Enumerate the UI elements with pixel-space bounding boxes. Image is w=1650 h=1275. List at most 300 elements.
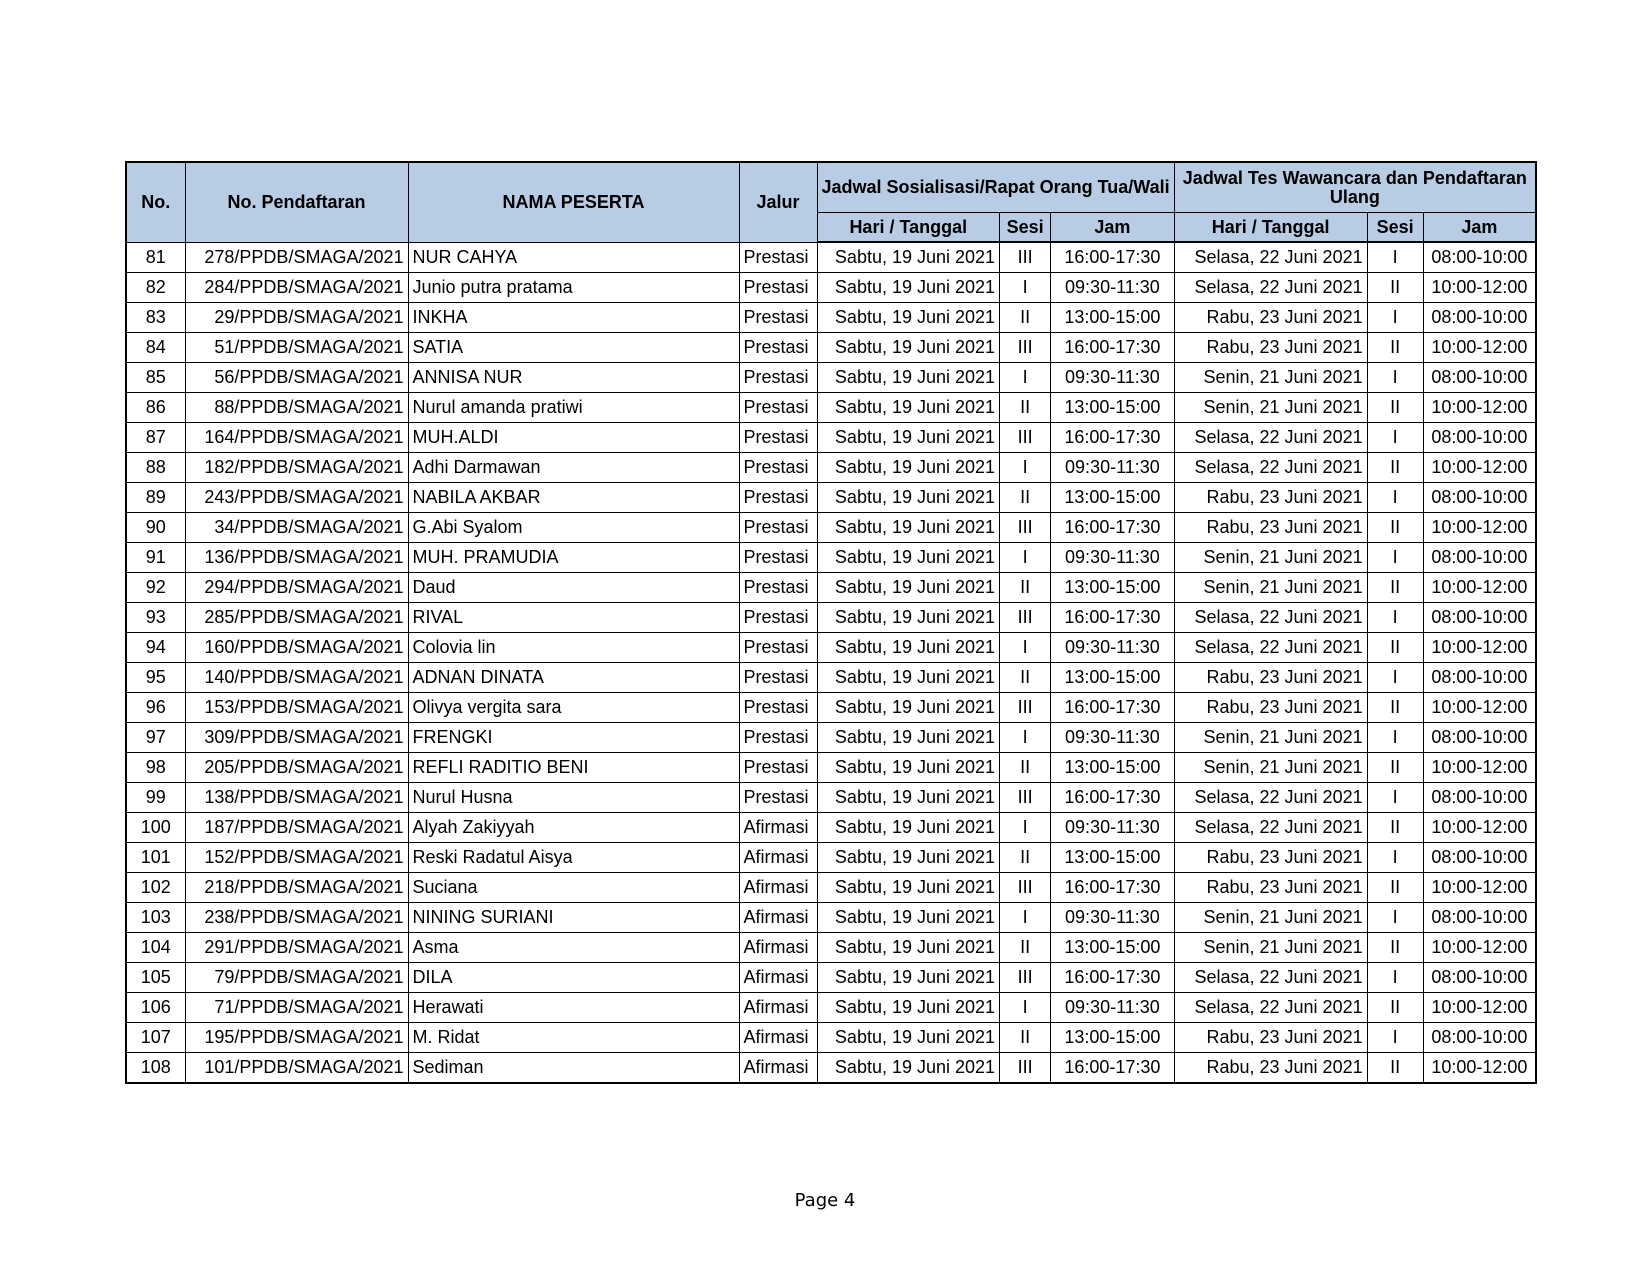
col-header-jalur: Jalur [739,162,817,242]
cell-nama-peserta: Olivya vergita sara [408,693,739,723]
cell-wawancara-jam: 10:00-12:00 [1423,993,1536,1023]
col-header-no-pendaftaran: No. Pendaftaran [185,162,408,242]
cell-sosialisasi-date: Sabtu, 19 Juni 2021 [817,303,1000,333]
cell-nama-peserta: NUR CAHYA [408,242,739,273]
cell-no: 82 [126,273,185,303]
cell-wawancara-date: Senin, 21 Juni 2021 [1174,363,1367,393]
cell-wawancara-sesi: II [1367,873,1423,903]
cell-no-pendaftaran: 160/PPDB/SMAGA/2021 [185,633,408,663]
group-header-wawancara: Jadwal Tes Wawancara dan Pendaftaran Ulang [1174,162,1536,213]
cell-sosialisasi-sesi: III [1000,423,1051,453]
cell-no: 108 [126,1053,185,1084]
cell-jalur: Prestasi [739,423,817,453]
cell-wawancara-sesi: II [1367,513,1423,543]
cell-no-pendaftaran: 153/PPDB/SMAGA/2021 [185,693,408,723]
cell-sosialisasi-jam: 16:00-17:30 [1051,693,1174,723]
cell-no: 83 [126,303,185,333]
cell-sosialisasi-sesi: I [1000,723,1051,753]
cell-sosialisasi-jam: 16:00-17:30 [1051,963,1174,993]
cell-sosialisasi-jam: 09:30-11:30 [1051,543,1174,573]
cell-wawancara-sesi: II [1367,573,1423,603]
cell-no-pendaftaran: 140/PPDB/SMAGA/2021 [185,663,408,693]
cell-wawancara-date: Senin, 21 Juni 2021 [1174,543,1367,573]
cell-wawancara-date: Senin, 21 Juni 2021 [1174,723,1367,753]
cell-sosialisasi-date: Sabtu, 19 Juni 2021 [817,483,1000,513]
cell-sosialisasi-date: Sabtu, 19 Juni 2021 [817,693,1000,723]
cell-no-pendaftaran: 243/PPDB/SMAGA/2021 [185,483,408,513]
cell-no: 106 [126,993,185,1023]
cell-sosialisasi-jam: 09:30-11:30 [1051,813,1174,843]
table-row [126,1053,1536,1084]
cell-nama-peserta: Junio putra pratama [408,273,739,303]
cell-nama-peserta: DILA [408,963,739,993]
cell-wawancara-date: Selasa, 22 Juni 2021 [1174,453,1367,483]
cell-sosialisasi-date: Sabtu, 19 Juni 2021 [817,573,1000,603]
cell-wawancara-jam: 08:00-10:00 [1423,783,1536,813]
cell-sosialisasi-sesi: III [1000,513,1051,543]
cell-sosialisasi-jam: 16:00-17:30 [1051,783,1174,813]
cell-sosialisasi-date: Sabtu, 19 Juni 2021 [817,423,1000,453]
cell-wawancara-sesi: II [1367,333,1423,363]
cell-no-pendaftaran: 195/PPDB/SMAGA/2021 [185,1023,408,1053]
cell-wawancara-sesi: I [1367,1023,1423,1053]
cell-sosialisasi-date: Sabtu, 19 Juni 2021 [817,843,1000,873]
cell-no-pendaftaran: 34/PPDB/SMAGA/2021 [185,513,408,543]
cell-sosialisasi-jam: 13:00-15:00 [1051,753,1174,783]
cell-nama-peserta: ADNAN DINATA [408,663,739,693]
cell-sosialisasi-jam: 09:30-11:30 [1051,993,1174,1023]
cell-jalur: Prestasi [739,453,817,483]
cell-wawancara-date: Rabu, 23 Juni 2021 [1174,663,1367,693]
cell-sosialisasi-jam: 16:00-17:30 [1051,873,1174,903]
table-row [126,963,1536,993]
cell-sosialisasi-sesi: III [1000,873,1051,903]
cell-no: 87 [126,423,185,453]
table-row [126,1023,1536,1053]
cell-nama-peserta: Suciana [408,873,739,903]
cell-wawancara-sesi: I [1367,483,1423,513]
cell-wawancara-jam: 10:00-12:00 [1423,393,1536,423]
table-row [126,303,1536,333]
cell-jalur: Prestasi [739,273,817,303]
cell-no-pendaftaran: 284/PPDB/SMAGA/2021 [185,273,408,303]
cell-no: 99 [126,783,185,813]
cell-no-pendaftaran: 88/PPDB/SMAGA/2021 [185,393,408,423]
cell-wawancara-jam: 08:00-10:00 [1423,963,1536,993]
cell-nama-peserta: G.Abi Syalom [408,513,739,543]
cell-wawancara-jam: 10:00-12:00 [1423,753,1536,783]
cell-no: 107 [126,1023,185,1053]
cell-sosialisasi-date: Sabtu, 19 Juni 2021 [817,393,1000,423]
col-header-wawancara-sesi: Sesi [1367,213,1423,243]
cell-no-pendaftaran: 79/PPDB/SMAGA/2021 [185,963,408,993]
table-row [126,453,1536,483]
cell-nama-peserta: Colovia lin [408,633,739,663]
cell-sosialisasi-sesi: III [1000,1053,1051,1084]
cell-sosialisasi-sesi: III [1000,963,1051,993]
cell-wawancara-date: Rabu, 23 Juni 2021 [1174,873,1367,903]
cell-wawancara-jam: 10:00-12:00 [1423,453,1536,483]
cell-wawancara-date: Rabu, 23 Juni 2021 [1174,333,1367,363]
cell-wawancara-sesi: I [1367,242,1423,273]
cell-wawancara-jam: 08:00-10:00 [1423,423,1536,453]
cell-no-pendaftaran: 285/PPDB/SMAGA/2021 [185,603,408,633]
cell-no-pendaftaran: 56/PPDB/SMAGA/2021 [185,363,408,393]
cell-wawancara-jam: 10:00-12:00 [1423,513,1536,543]
cell-sosialisasi-jam: 16:00-17:30 [1051,603,1174,633]
cell-no: 97 [126,723,185,753]
cell-wawancara-sesi: II [1367,273,1423,303]
cell-wawancara-sesi: I [1367,603,1423,633]
cell-no-pendaftaran: 238/PPDB/SMAGA/2021 [185,903,408,933]
cell-wawancara-sesi: I [1367,783,1423,813]
cell-sosialisasi-sesi: II [1000,933,1051,963]
cell-sosialisasi-sesi: II [1000,573,1051,603]
table-row [126,813,1536,843]
cell-wawancara-date: Senin, 21 Juni 2021 [1174,903,1367,933]
table-row [126,783,1536,813]
cell-wawancara-jam: 10:00-12:00 [1423,1053,1536,1084]
cell-sosialisasi-sesi: II [1000,303,1051,333]
cell-wawancara-jam: 10:00-12:00 [1423,933,1536,963]
cell-sosialisasi-jam: 16:00-17:30 [1051,242,1174,273]
cell-sosialisasi-jam: 13:00-15:00 [1051,843,1174,873]
cell-wawancara-date: Selasa, 22 Juni 2021 [1174,423,1367,453]
cell-wawancara-jam: 08:00-10:00 [1423,483,1536,513]
cell-sosialisasi-sesi: I [1000,453,1051,483]
cell-sosialisasi-jam: 16:00-17:30 [1051,333,1174,363]
cell-wawancara-date: Senin, 21 Juni 2021 [1174,753,1367,783]
cell-wawancara-date: Selasa, 22 Juni 2021 [1174,963,1367,993]
cell-wawancara-sesi: II [1367,993,1423,1023]
cell-sosialisasi-date: Sabtu, 19 Juni 2021 [817,933,1000,963]
cell-sosialisasi-jam: 09:30-11:30 [1051,723,1174,753]
cell-nama-peserta: Adhi Darmawan [408,453,739,483]
cell-wawancara-jam: 08:00-10:00 [1423,1023,1536,1053]
cell-sosialisasi-date: Sabtu, 19 Juni 2021 [817,242,1000,273]
cell-jalur: Afirmasi [739,1053,817,1084]
cell-no-pendaftaran: 294/PPDB/SMAGA/2021 [185,573,408,603]
cell-sosialisasi-jam: 13:00-15:00 [1051,1023,1174,1053]
table-row [126,363,1536,393]
cell-sosialisasi-sesi: II [1000,393,1051,423]
cell-sosialisasi-date: Sabtu, 19 Juni 2021 [817,633,1000,663]
cell-wawancara-date: Senin, 21 Juni 2021 [1174,573,1367,603]
cell-sosialisasi-date: Sabtu, 19 Juni 2021 [817,873,1000,903]
cell-wawancara-date: Rabu, 23 Juni 2021 [1174,693,1367,723]
cell-sosialisasi-date: Sabtu, 19 Juni 2021 [817,1053,1000,1084]
cell-jalur: Afirmasi [739,873,817,903]
cell-sosialisasi-jam: 09:30-11:30 [1051,273,1174,303]
header-row-top [126,162,1536,213]
cell-no: 91 [126,543,185,573]
cell-jalur: Prestasi [739,513,817,543]
cell-sosialisasi-date: Sabtu, 19 Juni 2021 [817,453,1000,483]
cell-wawancara-date: Selasa, 22 Juni 2021 [1174,242,1367,273]
cell-nama-peserta: Nurul amanda pratiwi [408,393,739,423]
cell-sosialisasi-sesi: I [1000,273,1051,303]
cell-sosialisasi-sesi: I [1000,813,1051,843]
cell-sosialisasi-sesi: III [1000,242,1051,273]
cell-wawancara-date: Rabu, 23 Juni 2021 [1174,1053,1367,1084]
cell-jalur: Afirmasi [739,1023,817,1053]
table-row [126,753,1536,783]
cell-sosialisasi-jam: 13:00-15:00 [1051,393,1174,423]
table-row [126,483,1536,513]
table-row [126,903,1536,933]
cell-sosialisasi-date: Sabtu, 19 Juni 2021 [817,993,1000,1023]
cell-sosialisasi-jam: 09:30-11:30 [1051,363,1174,393]
cell-sosialisasi-jam: 13:00-15:00 [1051,573,1174,603]
cell-no: 104 [126,933,185,963]
cell-nama-peserta: RIVAL [408,603,739,633]
cell-wawancara-jam: 08:00-10:00 [1423,663,1536,693]
cell-wawancara-date: Rabu, 23 Juni 2021 [1174,1023,1367,1053]
cell-wawancara-jam: 08:00-10:00 [1423,843,1536,873]
cell-jalur: Prestasi [739,363,817,393]
cell-wawancara-sesi: II [1367,693,1423,723]
cell-wawancara-date: Selasa, 22 Juni 2021 [1174,603,1367,633]
cell-no: 100 [126,813,185,843]
cell-no: 105 [126,963,185,993]
cell-sosialisasi-sesi: III [1000,603,1051,633]
group-header-sosialisasi: Jadwal Sosialisasi/Rapat Orang Tua/Wali [817,162,1174,213]
cell-jalur: Prestasi [739,393,817,423]
cell-sosialisasi-date: Sabtu, 19 Juni 2021 [817,723,1000,753]
table-row [126,543,1536,573]
cell-wawancara-date: Senin, 21 Juni 2021 [1174,933,1367,963]
cell-sosialisasi-sesi: I [1000,363,1051,393]
cell-wawancara-jam: 08:00-10:00 [1423,723,1536,753]
cell-nama-peserta: NINING SURIANI [408,903,739,933]
cell-no-pendaftaran: 152/PPDB/SMAGA/2021 [185,843,408,873]
table-row [126,633,1536,663]
cell-jalur: Prestasi [739,333,817,363]
table-body [126,242,1536,1083]
cell-wawancara-jam: 08:00-10:00 [1423,543,1536,573]
cell-nama-peserta: INKHA [408,303,739,333]
cell-nama-peserta: Reski Radatul Aisya [408,843,739,873]
cell-wawancara-sesi: II [1367,813,1423,843]
table-row [126,513,1536,543]
cell-sosialisasi-sesi: I [1000,993,1051,1023]
cell-wawancara-sesi: II [1367,633,1423,663]
cell-wawancara-jam: 10:00-12:00 [1423,873,1536,903]
cell-wawancara-date: Rabu, 23 Juni 2021 [1174,513,1367,543]
cell-jalur: Afirmasi [739,933,817,963]
cell-wawancara-jam: 10:00-12:00 [1423,693,1536,723]
cell-sosialisasi-sesi: II [1000,663,1051,693]
cell-nama-peserta: Alyah Zakiyyah [408,813,739,843]
cell-jalur: Afirmasi [739,813,817,843]
cell-nama-peserta: M. Ridat [408,1023,739,1053]
table-row [126,993,1536,1023]
table-row [126,663,1536,693]
cell-sosialisasi-date: Sabtu, 19 Juni 2021 [817,753,1000,783]
col-header-nama-peserta: NAMA PESERTA [408,162,739,242]
cell-no-pendaftaran: 29/PPDB/SMAGA/2021 [185,303,408,333]
cell-wawancara-sesi: II [1367,933,1423,963]
cell-nama-peserta: NABILA AKBAR [408,483,739,513]
cell-no-pendaftaran: 218/PPDB/SMAGA/2021 [185,873,408,903]
cell-no: 98 [126,753,185,783]
cell-no-pendaftaran: 136/PPDB/SMAGA/2021 [185,543,408,573]
cell-no: 84 [126,333,185,363]
cell-nama-peserta: Asma [408,933,739,963]
cell-no-pendaftaran: 138/PPDB/SMAGA/2021 [185,783,408,813]
cell-sosialisasi-date: Sabtu, 19 Juni 2021 [817,1023,1000,1053]
cell-sosialisasi-date: Sabtu, 19 Juni 2021 [817,663,1000,693]
cell-wawancara-sesi: I [1367,363,1423,393]
table-row [126,723,1536,753]
cell-sosialisasi-jam: 13:00-15:00 [1051,663,1174,693]
table-row [126,423,1536,453]
cell-sosialisasi-jam: 13:00-15:00 [1051,933,1174,963]
cell-nama-peserta: Nurul Husna [408,783,739,813]
table-row [126,603,1536,633]
table-row [126,242,1536,273]
cell-no-pendaftaran: 164/PPDB/SMAGA/2021 [185,423,408,453]
cell-no-pendaftaran: 187/PPDB/SMAGA/2021 [185,813,408,843]
cell-wawancara-sesi: I [1367,963,1423,993]
cell-jalur: Afirmasi [739,903,817,933]
cell-no: 92 [126,573,185,603]
cell-sosialisasi-sesi: II [1000,843,1051,873]
cell-sosialisasi-sesi: II [1000,1023,1051,1053]
cell-sosialisasi-date: Sabtu, 19 Juni 2021 [817,333,1000,363]
cell-no: 89 [126,483,185,513]
cell-sosialisasi-sesi: I [1000,633,1051,663]
table-row [126,333,1536,363]
cell-sosialisasi-sesi: III [1000,333,1051,363]
cell-wawancara-jam: 08:00-10:00 [1423,242,1536,273]
cell-jalur: Prestasi [739,242,817,273]
cell-jalur: Prestasi [739,603,817,633]
cell-no-pendaftaran: 182/PPDB/SMAGA/2021 [185,453,408,483]
cell-no: 102 [126,873,185,903]
cell-jalur: Prestasi [739,753,817,783]
schedule-table [125,161,1537,1084]
cell-wawancara-date: Rabu, 23 Juni 2021 [1174,303,1367,333]
cell-sosialisasi-date: Sabtu, 19 Juni 2021 [817,543,1000,573]
cell-wawancara-date: Selasa, 22 Juni 2021 [1174,993,1367,1023]
cell-sosialisasi-date: Sabtu, 19 Juni 2021 [817,963,1000,993]
cell-no-pendaftaran: 101/PPDB/SMAGA/2021 [185,1053,408,1084]
cell-wawancara-jam: 08:00-10:00 [1423,603,1536,633]
cell-no-pendaftaran: 205/PPDB/SMAGA/2021 [185,753,408,783]
cell-nama-peserta: REFLI RADITIO BENI [408,753,739,783]
cell-no-pendaftaran: 309/PPDB/SMAGA/2021 [185,723,408,753]
table-row [126,393,1536,423]
cell-no-pendaftaran: 51/PPDB/SMAGA/2021 [185,333,408,363]
cell-wawancara-jam: 10:00-12:00 [1423,573,1536,603]
cell-wawancara-sesi: I [1367,723,1423,753]
cell-sosialisasi-date: Sabtu, 19 Juni 2021 [817,903,1000,933]
cell-wawancara-date: Rabu, 23 Juni 2021 [1174,483,1367,513]
cell-wawancara-jam: 10:00-12:00 [1423,333,1536,363]
cell-sosialisasi-date: Sabtu, 19 Juni 2021 [817,783,1000,813]
cell-jalur: Afirmasi [739,963,817,993]
cell-wawancara-date: Senin, 21 Juni 2021 [1174,393,1367,423]
col-header-wawancara-jam: Jam [1423,213,1536,243]
cell-jalur: Prestasi [739,723,817,753]
cell-jalur: Prestasi [739,663,817,693]
cell-jalur: Afirmasi [739,993,817,1023]
cell-wawancara-jam: 08:00-10:00 [1423,363,1536,393]
cell-nama-peserta: SATIA [408,333,739,363]
cell-sosialisasi-jam: 16:00-17:30 [1051,513,1174,543]
cell-wawancara-date: Rabu, 23 Juni 2021 [1174,843,1367,873]
col-header-sosialisasi-date: Hari / Tanggal [817,213,1000,243]
cell-no: 93 [126,603,185,633]
cell-wawancara-jam: 08:00-10:00 [1423,303,1536,333]
cell-no-pendaftaran: 71/PPDB/SMAGA/2021 [185,993,408,1023]
cell-sosialisasi-sesi: III [1000,693,1051,723]
col-header-sosialisasi-jam: Jam [1051,213,1174,243]
cell-wawancara-jam: 10:00-12:00 [1423,813,1536,843]
cell-no: 103 [126,903,185,933]
cell-wawancara-date: Selasa, 22 Juni 2021 [1174,813,1367,843]
cell-wawancara-sesi: II [1367,453,1423,483]
cell-sosialisasi-sesi: II [1000,483,1051,513]
cell-wawancara-sesi: I [1367,303,1423,333]
cell-sosialisasi-jam: 09:30-11:30 [1051,633,1174,663]
cell-jalur: Prestasi [739,303,817,333]
cell-sosialisasi-sesi: II [1000,753,1051,783]
cell-wawancara-sesi: II [1367,1053,1423,1084]
cell-jalur: Prestasi [739,783,817,813]
cell-sosialisasi-jam: 09:30-11:30 [1051,453,1174,483]
table-row [126,873,1536,903]
cell-wawancara-sesi: II [1367,393,1423,423]
cell-sosialisasi-jam: 13:00-15:00 [1051,303,1174,333]
cell-wawancara-sesi: I [1367,903,1423,933]
cell-wawancara-jam: 08:00-10:00 [1423,903,1536,933]
cell-wawancara-sesi: I [1367,663,1423,693]
cell-wawancara-sesi: I [1367,843,1423,873]
cell-wawancara-jam: 10:00-12:00 [1423,273,1536,303]
cell-sosialisasi-date: Sabtu, 19 Juni 2021 [817,363,1000,393]
cell-sosialisasi-jam: 09:30-11:30 [1051,903,1174,933]
cell-sosialisasi-date: Sabtu, 19 Juni 2021 [817,603,1000,633]
cell-sosialisasi-jam: 16:00-17:30 [1051,423,1174,453]
cell-no-pendaftaran: 278/PPDB/SMAGA/2021 [185,242,408,273]
col-header-sosialisasi-sesi: Sesi [1000,213,1051,243]
cell-wawancara-date: Selasa, 22 Juni 2021 [1174,273,1367,303]
col-header-no: No. [126,162,185,242]
cell-nama-peserta: ANNISA NUR [408,363,739,393]
cell-sosialisasi-jam: 16:00-17:30 [1051,1053,1174,1084]
cell-jalur: Prestasi [739,633,817,663]
cell-wawancara-sesi: II [1367,753,1423,783]
cell-sosialisasi-date: Sabtu, 19 Juni 2021 [817,273,1000,303]
cell-sosialisasi-sesi: I [1000,543,1051,573]
cell-wawancara-jam: 10:00-12:00 [1423,633,1536,663]
page-number: Page 4 [794,1190,856,1211]
cell-jalur: Prestasi [739,693,817,723]
table-row [126,273,1536,303]
table-row [126,573,1536,603]
cell-no: 101 [126,843,185,873]
cell-nama-peserta: MUH. PRAMUDIA [408,543,739,573]
cell-jalur: Prestasi [739,573,817,603]
cell-jalur: Prestasi [739,543,817,573]
cell-jalur: Prestasi [739,483,817,513]
cell-no: 85 [126,363,185,393]
cell-wawancara-sesi: I [1367,543,1423,573]
table-row [126,933,1536,963]
cell-wawancara-sesi: I [1367,423,1423,453]
